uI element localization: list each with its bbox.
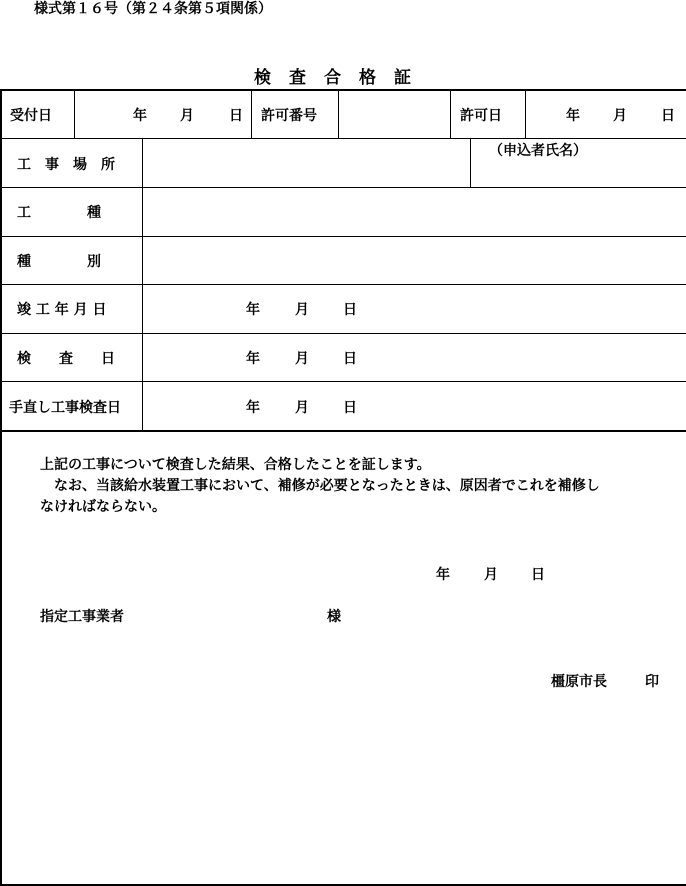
row-divider — [0, 381, 686, 382]
inspection-day: 日 — [343, 351, 357, 367]
col-divider — [525, 90, 526, 138]
repair-notice: なお、当該給水装置工事において、補修が必要となったときは、原因者でこれを補修し — [40, 478, 600, 494]
page-title: 検査合格証 — [254, 68, 429, 88]
receipt-date-year: 年 — [133, 108, 147, 124]
inspection-year: 年 — [246, 351, 260, 367]
applicant-column-divider — [470, 138, 471, 187]
permit-date-label: 許可日 — [460, 108, 502, 124]
permit-date-year: 年 — [566, 108, 580, 124]
row-divider — [0, 333, 686, 334]
reinspection-month: 月 — [295, 400, 309, 416]
completion-date-label: 竣 工 年 月 日 — [17, 302, 107, 318]
reinspection-day: 日 — [343, 400, 357, 416]
inspection-date-label: 検 査 日 — [17, 351, 115, 367]
repair-notice-continued: なければならない。 — [40, 499, 166, 515]
inspection-month: 月 — [295, 351, 309, 367]
contractor-honorific: 様 — [327, 609, 341, 625]
col-divider — [450, 90, 451, 138]
completion-month: 月 — [295, 302, 309, 318]
col-divider — [251, 90, 252, 138]
table-bottom-divider — [0, 430, 686, 432]
permit-number-label: 許可番号 — [261, 108, 317, 124]
row-divider — [0, 284, 686, 285]
form-number-label: 様式第１６号（第２４条第５項関係） — [34, 1, 272, 17]
reinspection-date-label: 手直し工事検査日 — [9, 400, 121, 416]
reinspection-year: 年 — [246, 400, 260, 416]
construction-type-label: 工 種 — [17, 205, 101, 221]
category-label: 種 別 — [17, 254, 101, 270]
contractor-label: 指定工事業者 — [40, 609, 124, 625]
issue-date-month: 月 — [484, 567, 498, 583]
row-divider — [0, 187, 686, 188]
issue-date-day: 日 — [531, 567, 545, 583]
receipt-date-month: 月 — [180, 108, 194, 124]
col-divider — [338, 90, 339, 138]
completion-year: 年 — [246, 302, 260, 318]
issue-date-year: 年 — [436, 567, 450, 583]
receipt-date-day: 日 — [229, 108, 243, 124]
row-divider — [0, 236, 686, 237]
receipt-date-label: 受付日 — [10, 108, 52, 124]
certificate-statement: 上記の工事について検査した結果、合格したことを証します。 — [40, 457, 431, 473]
permit-date-day: 日 — [661, 108, 675, 124]
applicant-label: （申込者氏名） — [489, 143, 587, 159]
location-label: 工 事 場 所 — [17, 157, 115, 173]
row-divider — [0, 138, 686, 139]
label-column-divider — [142, 138, 143, 430]
seal-mark: 印 — [645, 674, 659, 690]
permit-date-month: 月 — [613, 108, 627, 124]
completion-day: 日 — [343, 302, 357, 318]
issuer-name: 橿原市長 — [551, 674, 607, 690]
col-divider — [74, 90, 75, 138]
